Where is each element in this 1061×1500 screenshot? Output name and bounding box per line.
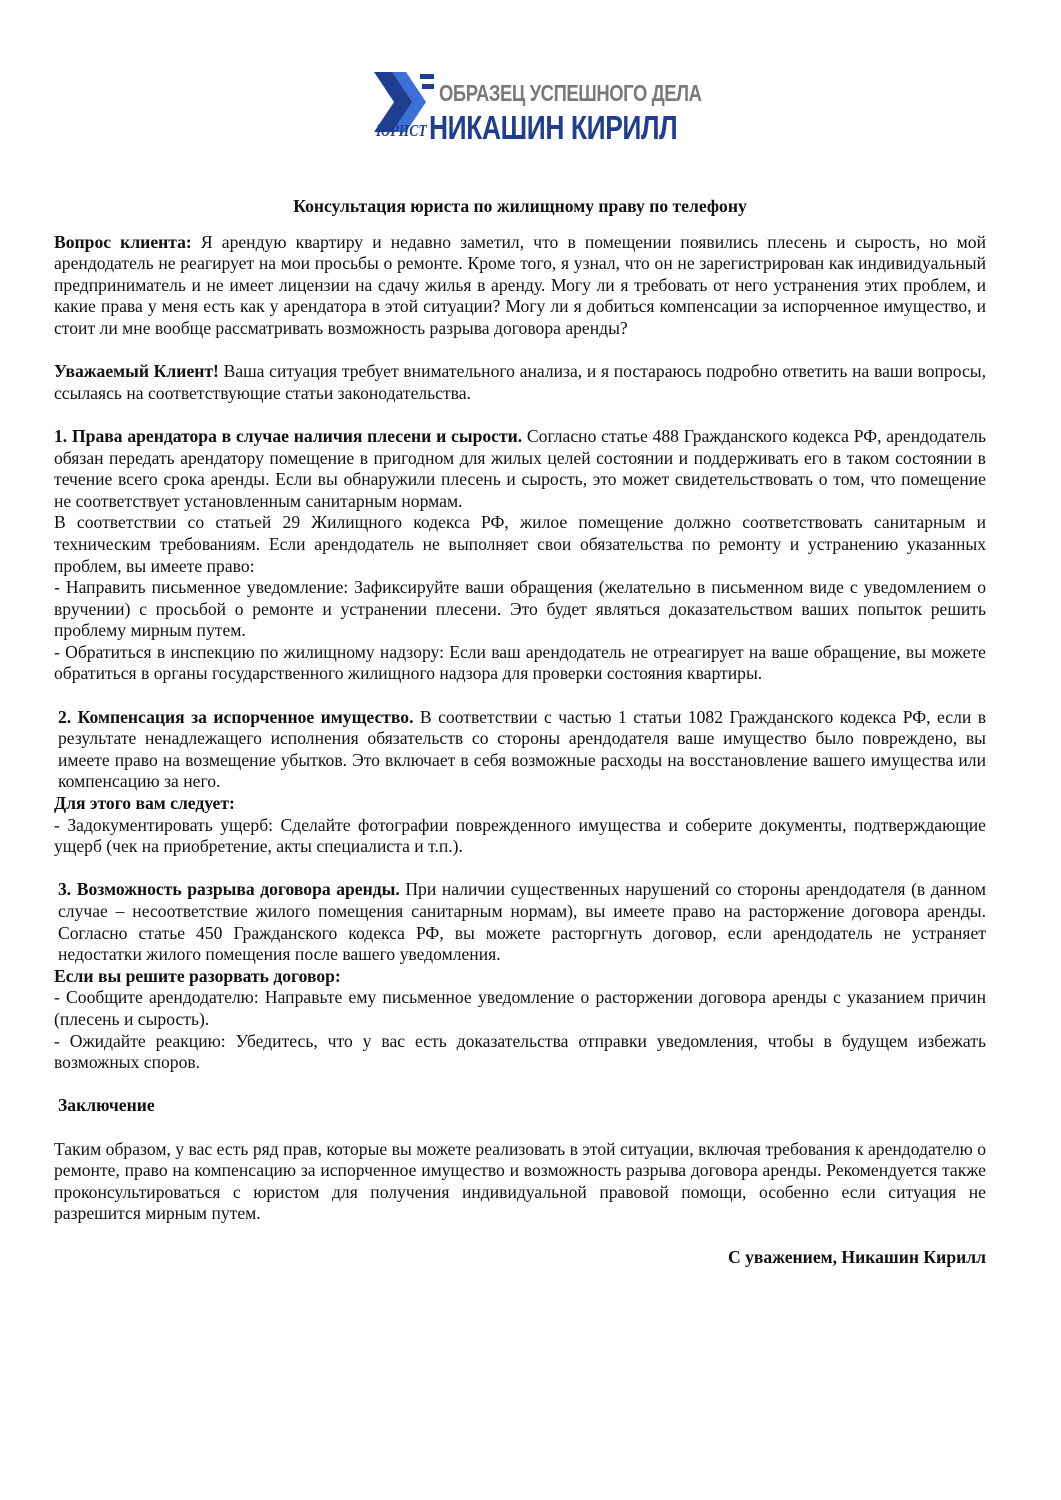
greeting-label: Уважаемый Клиент! <box>54 361 219 382</box>
section1-item1: - Направить письменное уведомление: Зафиксируйте ваши обращения (желательно в письменном виде с уведомлением о вручении) с просьбой о ремонте и устранении плесени. Это будет являться доказательством ваших попыток решить проблему мирным путем. <box>54 577 986 641</box>
section1-paragraph2: В соответствии со статьей 29 Жилищного кодекса РФ, жилое помещение должно соответствовать санитарным и техническим требованиям. Если арендодатель не выполняет свои обязательства по ремонту и устранению указанных проблем, вы имеете право: <box>54 512 986 576</box>
logo-line1: ОБРАЗЕЦ УСПЕШНОГО ДЕЛА <box>439 80 702 106</box>
section3-intro <box>54 879 986 965</box>
section2-intro <box>54 707 986 793</box>
section3-subheading <box>54 966 986 988</box>
conclusion-text: Таким образом, у вас есть ряд прав, которые вы можете реализовать в этой ситуации, включая требования к арендодателю о ремонте, право на компенсацию за испорченное имущество и возможность разрыва договора аренды. Рекомендуется также проконсультироваться с юристом для получения индивидуальной правовой помощи, особенно если ситуация не разрешится мирным путем. <box>54 1138 986 1224</box>
greeting <box>54 361 986 404</box>
section3-heading: 3. Возможность разрыва договора аренды. <box>58 879 400 900</box>
conclusion-heading <box>54 1095 986 1117</box>
section3-item2: - Ожидайте реакцию: Убедитесь, что у вас есть доказательства отправки уведомления, чтобы в будущем избежать возможных споров. <box>54 1030 986 1073</box>
section1-item2: - Обратиться в инспекцию по жилищному надзору: Если ваш арендодатель не отреагирует на ваше обращение, вы можете обратиться в органы государственного жилищного надзора для проверки состояния квартиры. <box>54 641 986 684</box>
logo-line2-big: НИКАШИН КИРИЛЛ <box>429 109 678 146</box>
greeting-text: Ваша ситуация требует внимательного анализа, и я постараюсь подробно ответить на ваши вопросы, ссылаясь на соответствующие статьи законодательства. <box>54 361 986 403</box>
question-text: Я арендую квартиру и недавно заметил, что в помещении появились плесень и сырость, но мой арендодатель не реагирует на мои просьбы о ремонте. Кроме того, я узнал, что он не зарегистрирован как индивидуальный предприниматель и не имеет лицензии на сдачу жилья в аренду. Могу ли я требовать от него устранения этих проблем, и какие права у меня есть как у арендатора в этой ситуации? Могу ли я добиться компенсации за испорченное имущество, и стоит ли мне вообще рассматривать возможность разрыва договора аренды? <box>54 231 987 338</box>
section2-subheading <box>54 793 986 815</box>
section1-intro <box>54 426 986 512</box>
logo <box>372 70 702 150</box>
signature: С уважением, Никашин Кирилл <box>728 1246 986 1267</box>
section1-text: Согласно статье 488 Гражданского кодекса РФ, арендодатель обязан передать арендатору помещение в пригодном для жилых целей состоянии и поддерживать его в таком состоянии в течение всего срока аренды. Если вы обнаружили плесень и сырость, это может свидетельствовать о том, что помещение не соответствует установленным санитарным нормам. <box>54 425 986 511</box>
client-question <box>54 232 986 340</box>
conclusion-heading-text: Заключение <box>58 1095 155 1116</box>
section2-text: В соответствии с частью 1 статьи 1082 Гражданского кодекса РФ, если в результате ненадлежащего исполнения обязательств со стороны арендодателя ваше имущество было повреждено, вы имеете право на возмещение убытков. Это включает в себя возможные расходы на восстановление вашего имущества или компенсацию за него. <box>58 706 987 792</box>
logo-line2-small: ЮРИСТ <box>376 121 427 140</box>
document-title: Консультация юриста по жилищному праву по телефону <box>293 196 747 216</box>
section1-heading: 1. Права арендатора в случае наличия плесени и сырости. <box>54 425 523 446</box>
section3-subheading-text: Если вы решите разорвать договор: <box>54 965 341 986</box>
section2-item1: - Задокументировать ущерб: Сделайте фотографии поврежденного имущества и соберите документы, подтверждающие ущерб (чек на приобретение, акты специалиста и т.п.). <box>54 814 986 857</box>
section3-item1: - Сообщите арендодателю: Направьте ему письменное уведомление о расторжении договора аренды с указанием причин (плесень и сырость). <box>54 987 986 1029</box>
section2-subheading-text: Для этого вам следует: <box>54 793 235 814</box>
document-body <box>54 196 986 1268</box>
section3-text: При наличии существенных нарушений со стороны арендодателя (в данном случае – несоответствие жилого помещения санитарным нормам), вы имеете право на расторжение договора аренды. Согласно статье 450 Гражданского кодекса РФ, вы можете расторгнуть договор, если арендодатель не устраняет недостатки жилого помещения после вашего уведомления. <box>58 879 986 965</box>
section2-heading: 2. Компенсация за испорченное имущество. <box>58 706 414 727</box>
question-label: Вопрос клиента: <box>54 231 192 252</box>
